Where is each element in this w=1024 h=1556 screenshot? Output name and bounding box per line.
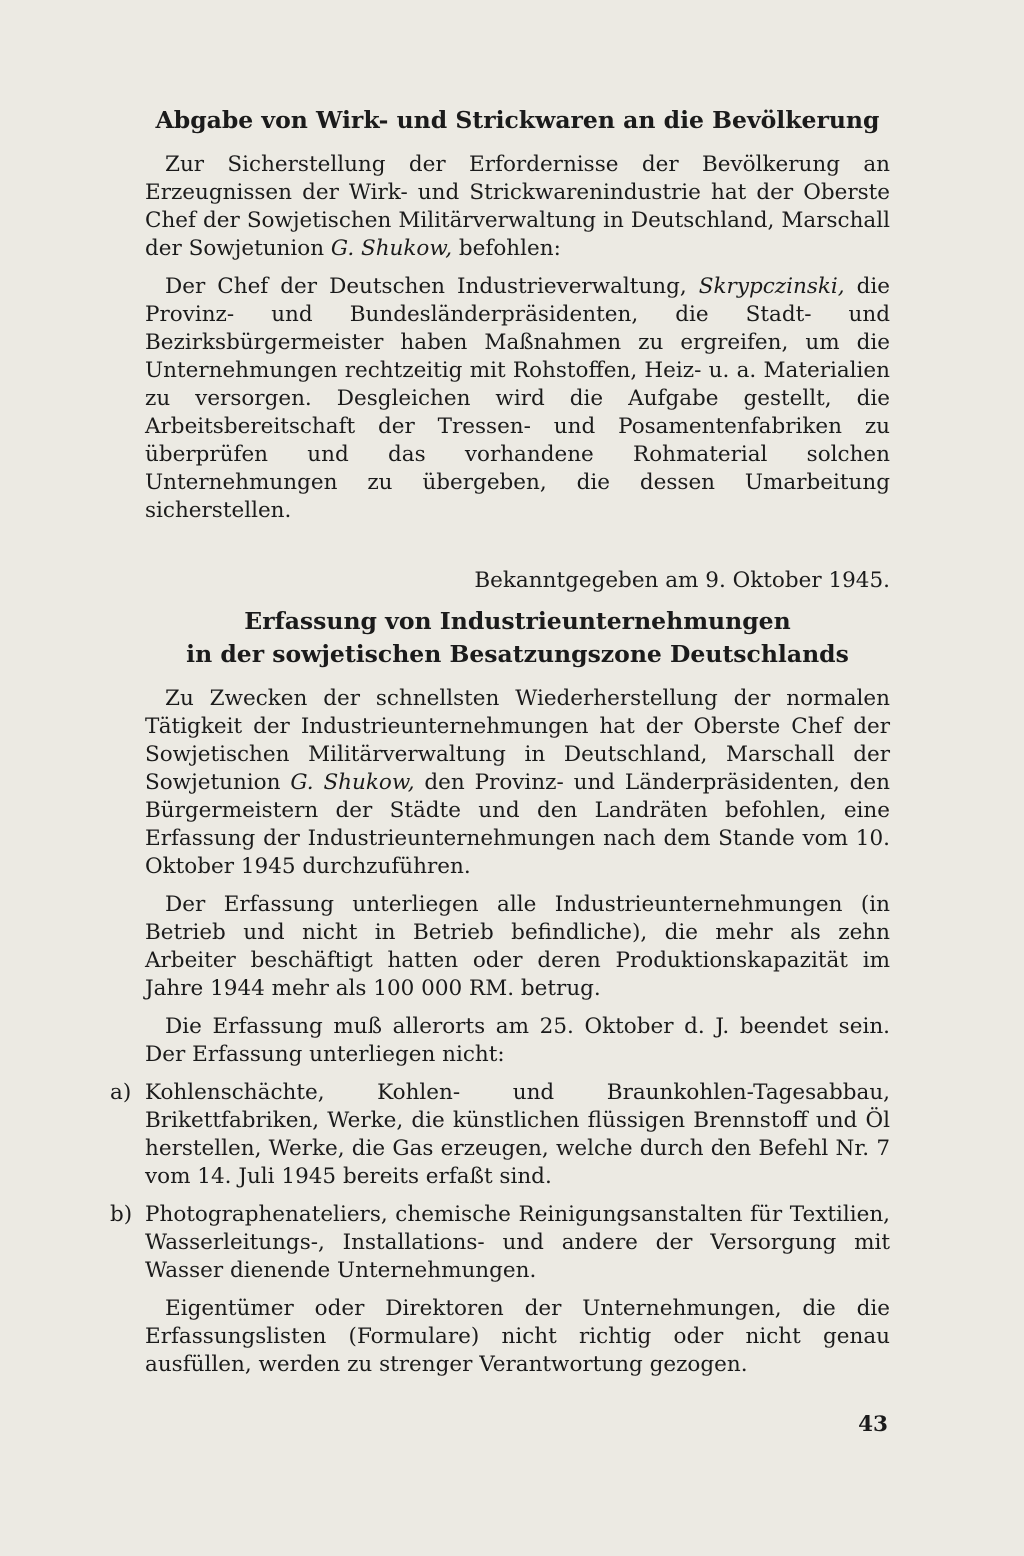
person-name: Skrypczinski, <box>698 274 845 299</box>
section1-paragraph-2 <box>145 273 890 525</box>
text-run: Zur Sicherstellung der Erfordernisse der Bevölkerung an Erzeugnissen der Wirk- und Strickwarenindustrie hat der Oberste Chef der Sowjetischen Militärverwaltung in Deutschland, Marschall der Sowjetunion <box>145 152 890 261</box>
text-run: Zu Zwecken der schnellsten Wiederherstellung der normalen Tätigkeit der Industrieunternehmungen hat der Oberste Chef der Sowjetischen Militärverwaltung in Deutschland, Marschall der Sowjetunion <box>145 686 890 795</box>
list-item-a <box>110 1079 890 1191</box>
page-number: 43 <box>858 1412 888 1437</box>
person-name: G. Shukow, <box>330 236 453 261</box>
section2-paragraph-2: Der Erfassung unterliegen alle Industrieunternehmungen (in Betrieb und nicht in Betrieb befindliche), die mehr als zehn Arbeiter beschäftigt hatten oder deren Produktionskapazität im Jahre 1944 mehr als 100 000 RM. betrug. <box>145 892 890 1001</box>
text-run: befohlen: <box>452 236 561 261</box>
section2-paragraph-4: Eigentümer oder Direktoren der Unternehmungen, die die Erfassungslisten (Formulare) nicht richtig oder nicht genau ausfüllen, werden zu strenger Verantwortung gezogen. <box>145 1296 890 1377</box>
list-item-b <box>110 1201 890 1285</box>
text-run: den Provinz- und Länderpräsidenten, den Bürgermeistern der Städte und den Landräten befohlen, eine Erfassung der Industrieunternehmungen nach dem Stande vom 10. Oktober 1945 durchzuführen. <box>145 770 890 879</box>
section2-title-line-2: in der sowjetischen Besatzungszone Deutschlands <box>186 640 849 668</box>
list-marker: b) <box>110 1202 133 1227</box>
page-content <box>110 104 890 1389</box>
section1-paragraph-1 <box>145 151 890 263</box>
person-name: G. Shukow, <box>290 770 415 795</box>
list-item-text: Photographenateliers, chemische Reinigungsanstalten für Textilien, Wasserleitungs-, Installations- und andere der Versorgung mit Wasser dienende Unternehmungen. <box>145 1202 890 1283</box>
section2-paragraph-1 <box>145 685 890 881</box>
section2-paragraph-3: Die Erfassung muß allerorts am 25. Oktober d. J. beendet sein. Der Erfassung unterliegen nicht: <box>145 1014 890 1067</box>
section2-title <box>145 605 890 671</box>
section1-title: Abgabe von Wirk- und Strickwaren an die Bevölkerung <box>155 106 880 134</box>
text-run: Der Chef der Deutschen Industrieverwaltung, <box>165 274 699 299</box>
text-run: die Provinz- und Bundesländerpräsidenten, die Stadt- und Bezirksbürgermeister haben Maßnahmen zu ergreifen, um die Unternehmungen rechtzeitig mit Rohstoffen, Heiz- u. a. Materialien zu versorgen. Desgleichen wird die Aufgabe gestellt, die Arbeitsbereitschaft der Tressen- und Posamentenfabriken zu überprüfen und das vorhandene Rohmaterial solchen Unternehmungen zu übergeben, die dessen Umarbeitung sicherstellen. <box>145 274 890 523</box>
announcement-date: Bekanntgegeben am 9. Oktober 1945. <box>474 568 890 593</box>
list-item-text: Kohlenschächte, Kohlen- und Braunkohlen-Tagesabbau, Brikettfabriken, Werke, die künstlichen flüssigen Brennstoff und Öl herstellen, Werke, die Gas erzeugen, welche durch den Befehl Nr. 7 vom 14. Juli 1945 bereits erfaßt sind. <box>145 1080 890 1189</box>
section2-title-line-1: Erfassung von Industrieunternehmungen <box>244 607 791 635</box>
list-marker: a) <box>110 1080 132 1105</box>
